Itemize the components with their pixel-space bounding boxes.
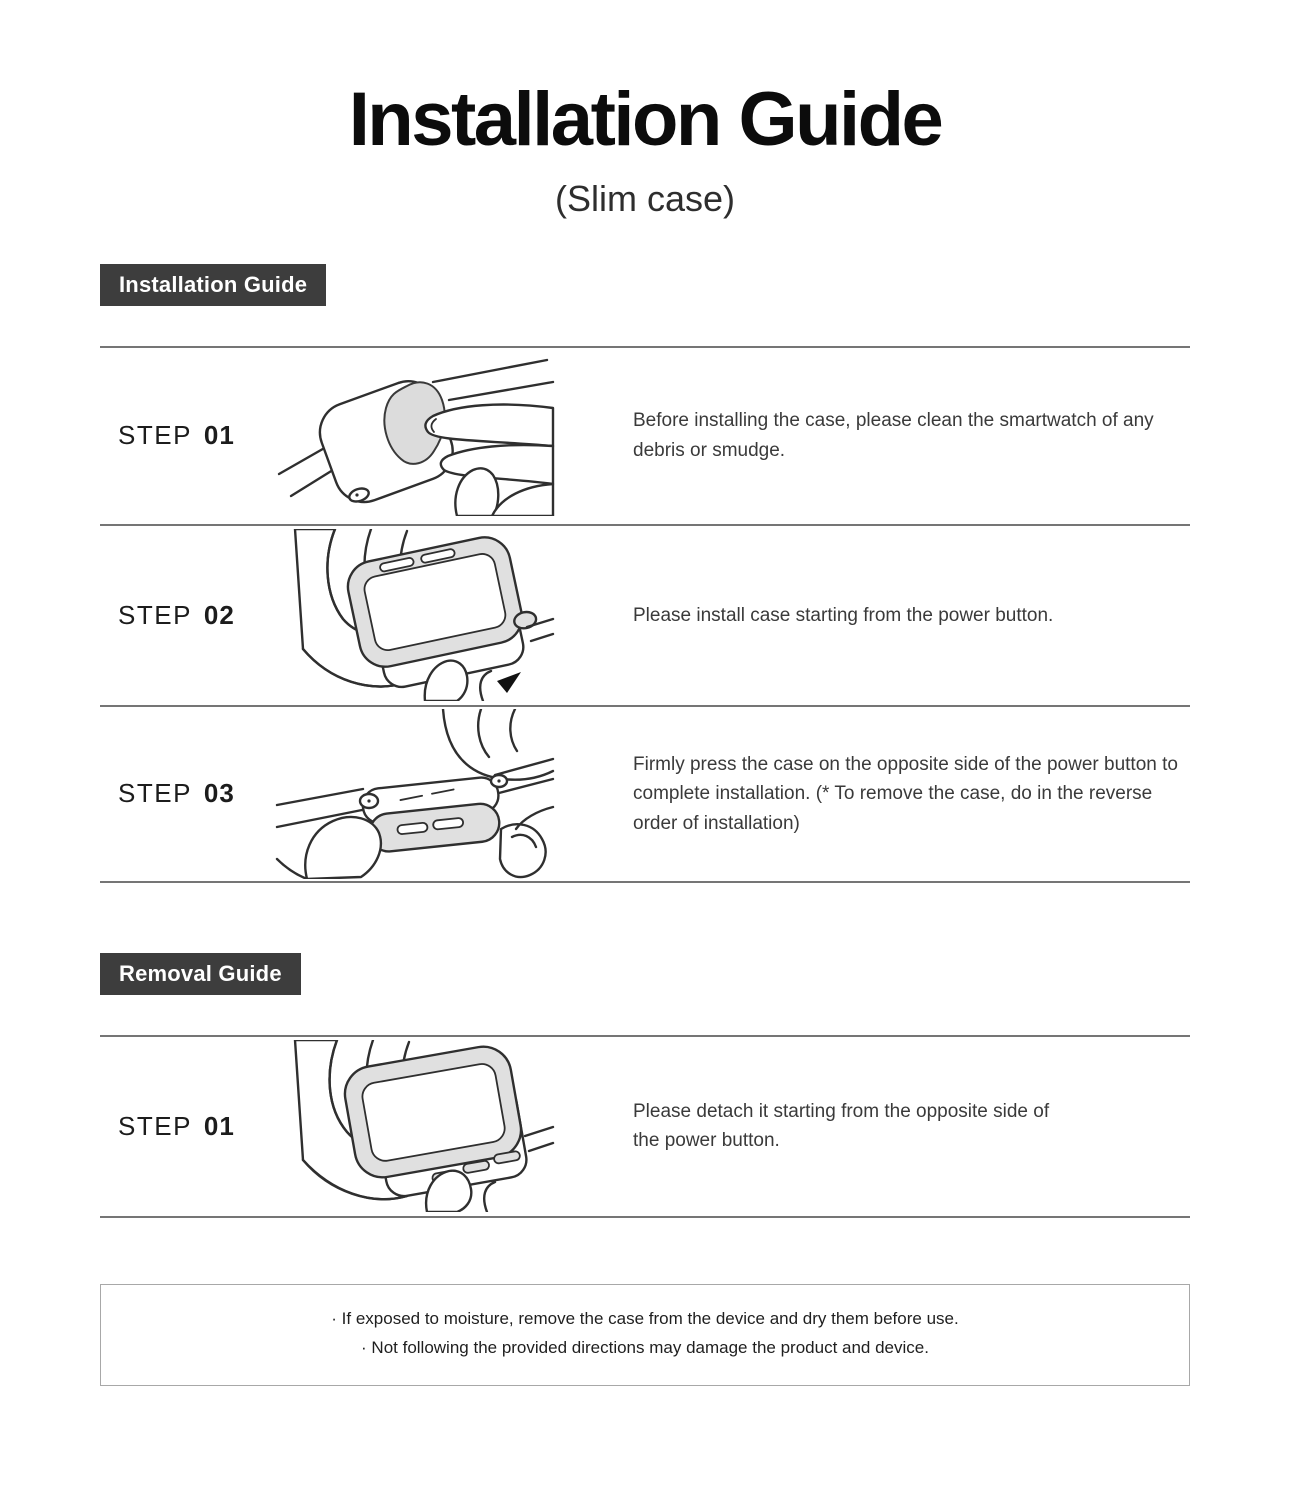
installation-step-2-description: Please install case starting from the power button. xyxy=(633,604,1054,626)
installation-step-1-label: STEP 01 xyxy=(118,420,235,451)
installation-step-2-row xyxy=(100,526,1190,707)
removal-step-1-label: STEP 01 xyxy=(118,1110,235,1141)
installation-step-3-row xyxy=(100,707,1190,883)
installation-guide-badge: Installation Guide xyxy=(100,264,326,306)
installation-steps xyxy=(100,346,1190,883)
removal-step-1-description: Please detach it starting from the opposite side of the power button. xyxy=(633,1100,1050,1152)
removal-guide-badge: Removal Guide xyxy=(100,953,301,995)
detach-case-illustration xyxy=(265,1040,565,1212)
installation-step-1-row xyxy=(100,348,1190,526)
removal-step-1-row xyxy=(100,1037,1190,1218)
installation-step-3-description: Firmly press the case on the opposite side of the power button to complete installation. (* To remove the case, do in the reverse order of installation) xyxy=(633,753,1178,834)
note-moisture: · If exposed to moisture, remove the case from the device and dry them before use. xyxy=(331,1308,959,1328)
installation-step-3-label: STEP 03 xyxy=(118,778,235,809)
page-subtitle: (Slim case) xyxy=(554,177,736,219)
note-directions: · Not following the provided directions may damage the product and device. xyxy=(361,1337,929,1357)
installation-step-2-label: STEP 02 xyxy=(118,599,235,630)
clean-smartwatch-illustration xyxy=(265,356,565,516)
notes-box xyxy=(100,1284,1190,1386)
removal-steps xyxy=(100,1035,1190,1218)
install-case-from-power-button-illustration xyxy=(265,529,565,701)
press-case-opposite-side-illustration xyxy=(265,709,565,879)
installation-step-1-description: Before installing the case, please clean the smartwatch of any debris or smudge. xyxy=(633,410,1154,461)
page-title: Installation Guide xyxy=(348,77,942,162)
